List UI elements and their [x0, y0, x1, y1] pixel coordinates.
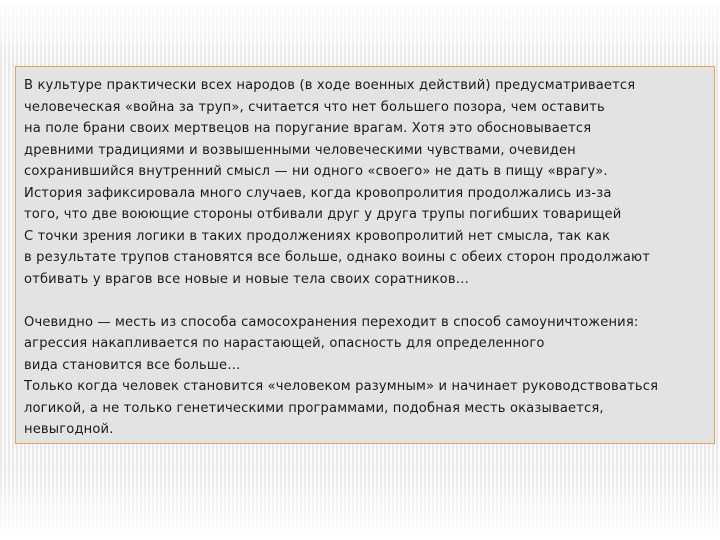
text-line: С точки зрения логики в таких продолжениях кровопролитий нет смысла, так как: [24, 228, 611, 244]
text-line: отбивать у врагов все новые и новые тела своих соратников…: [24, 271, 469, 287]
text-line: на поле брани своих мертвецов на поругание врагам. Хотя это обосновывается: [24, 121, 592, 136]
text-line: сохранившийся внутренний смысл — ни одного «своего» не дать в пищу «врагу».: [24, 164, 608, 179]
text-box: [15, 66, 715, 444]
text-line: древними традициями и возвышенными человеческими чувствами, очевиден: [24, 142, 576, 158]
text-line: невыгодной.: [24, 422, 114, 437]
text-line: того, что две воюющие стороны отбивали друг у друга трупы погибших товарищей: [24, 207, 622, 222]
text-line: в результате трупов становятся все больше, однако воины с обеих сторон продолжают: [24, 250, 650, 265]
text-line: Только когда человек становится «человеком разумным» и начинает руководствоваться: [24, 379, 659, 394]
text-line: логикой, а не только генетическими программами, подобная месть оказывается,: [24, 400, 604, 416]
paragraph-gap: [24, 290, 714, 312]
text-line: агрессия накапливается по нарастающей, опасность для определенного: [24, 336, 545, 351]
text-line: человеческая «война за труп», считается что нет большего позора, чем оставить: [24, 99, 605, 115]
text-line: Очевидно — месть из способа самосохранения переходит в способ самоуничтожения:: [24, 314, 639, 330]
text-line: вида становится все больше…: [24, 357, 241, 373]
text-line: История зафиксировала много случаев, когда кровопролития продолжались из-за: [24, 185, 612, 201]
text-line: В культуре практически всех народов (в ходе военных действий) предусматривается: [24, 78, 636, 93]
